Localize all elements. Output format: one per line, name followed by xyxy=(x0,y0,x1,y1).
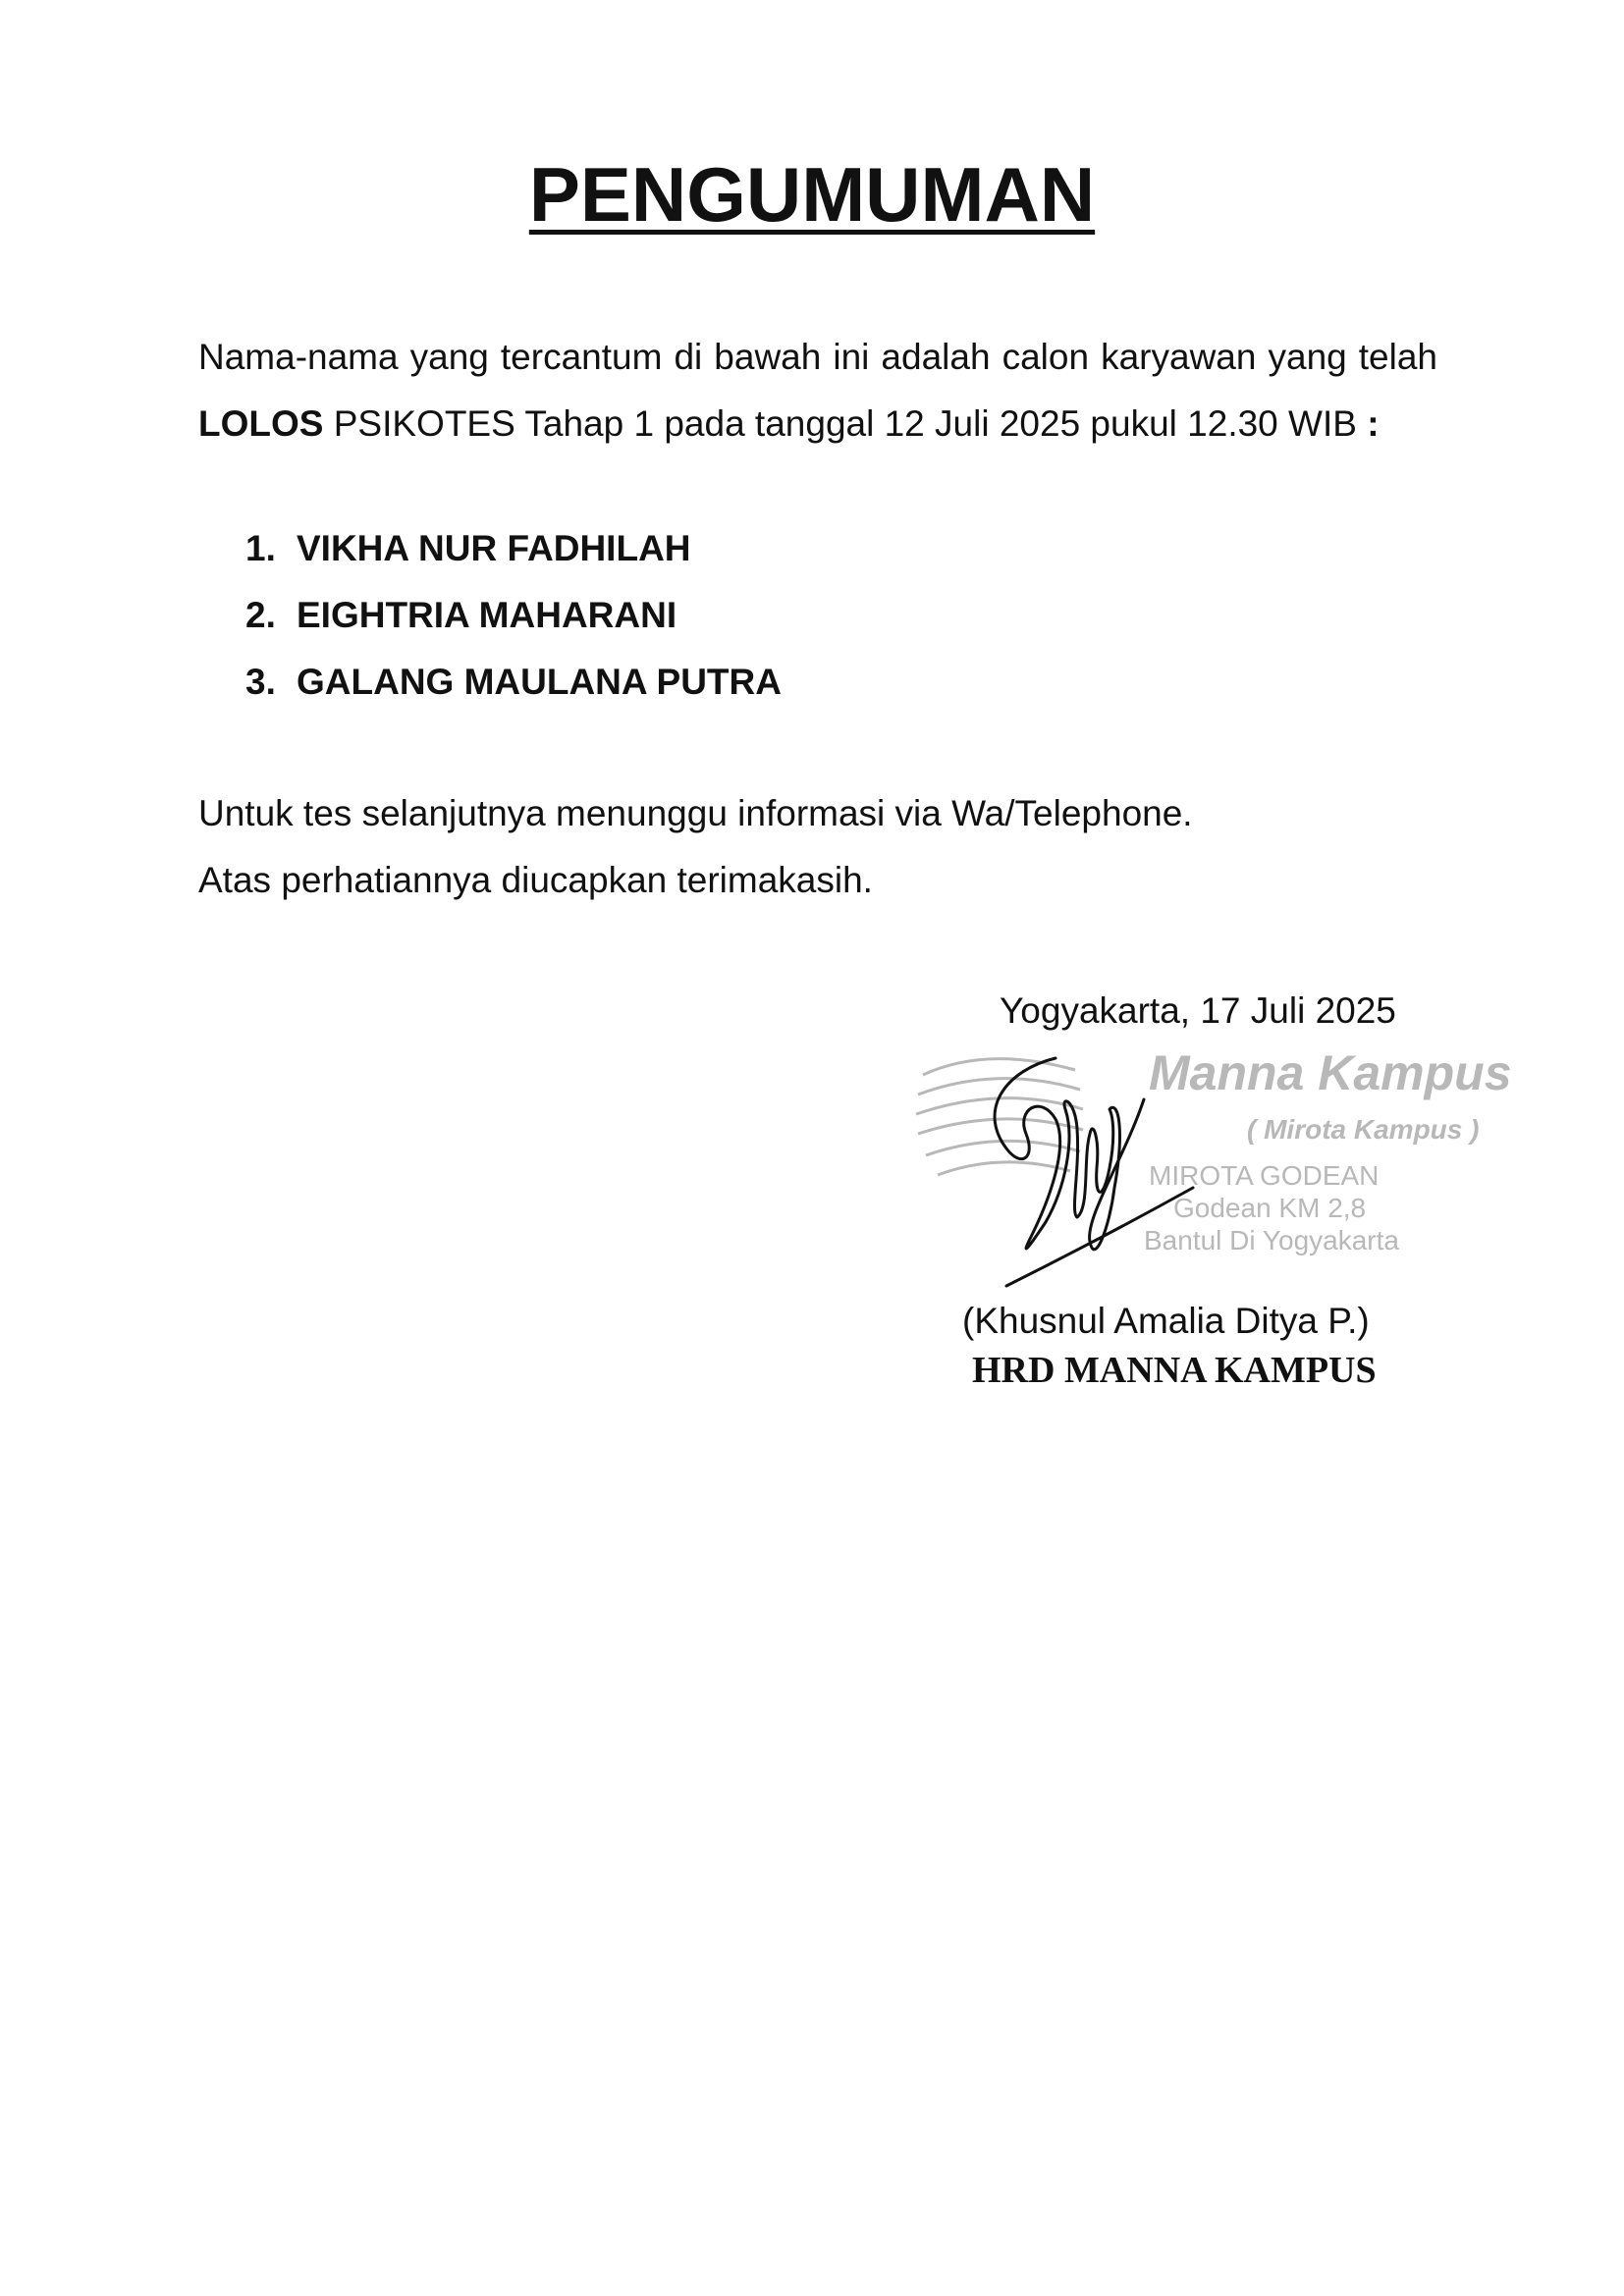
page-title xyxy=(0,145,1624,243)
closing-line-thanks: Atas perhatiannya diucapkan terimakasih. xyxy=(198,860,873,900)
stamp-subbrand: ( Mirota Kampus ) xyxy=(1247,1114,1480,1145)
list-item-number: 3. xyxy=(245,662,276,702)
intro-paragraph xyxy=(198,324,1437,457)
candidate-name: EIGHTRIA MAHARANI xyxy=(297,595,677,635)
candidate-name: GALANG MAULANA PUTRA xyxy=(297,662,782,702)
list-item xyxy=(245,515,782,582)
intro-colon: : xyxy=(1367,403,1380,444)
intro-text-after: PSIKOTES Tahap 1 pada tanggal 12 Juli 2025 pukul 12.30 WIB xyxy=(323,403,1368,444)
list-item xyxy=(245,582,782,649)
stamp-line2: Godean KM 2,8 xyxy=(1173,1193,1367,1223)
signature xyxy=(967,1041,1213,1306)
closing-line-info: Untuk tes selanjutnya menunggu informasi via Wa/Telephone. xyxy=(198,793,1193,833)
place-and-date: Yogyakarta, 17 Juli 2025 xyxy=(1000,990,1396,1031)
closing-paragraph xyxy=(198,780,1193,914)
signer-name: (Khusnul Amalia Ditya P.) xyxy=(962,1301,1370,1341)
list-item xyxy=(245,649,782,716)
list-item-number: 1. xyxy=(245,528,276,568)
intro-text-before: Nama-nama yang tercantum di bawah ini adalah calon karyawan yang telah xyxy=(198,337,1437,377)
intro-bold-word: LOLOS xyxy=(198,403,324,444)
stamp-line3: Bantul Di Yogyakarta xyxy=(1144,1225,1399,1255)
stamp-line1: MIROTA GODEAN xyxy=(1149,1160,1380,1191)
list-item-number: 2. xyxy=(245,595,276,635)
candidate-name: VIKHA NUR FADHILAH xyxy=(297,528,691,568)
company-name: HRD MANNA KAMPUS xyxy=(972,1350,1377,1391)
passed-candidates-list xyxy=(245,515,782,716)
title-text: PENGUMUMAN xyxy=(528,151,1096,238)
stamp-brand: Manna Kampus xyxy=(1149,1045,1512,1100)
